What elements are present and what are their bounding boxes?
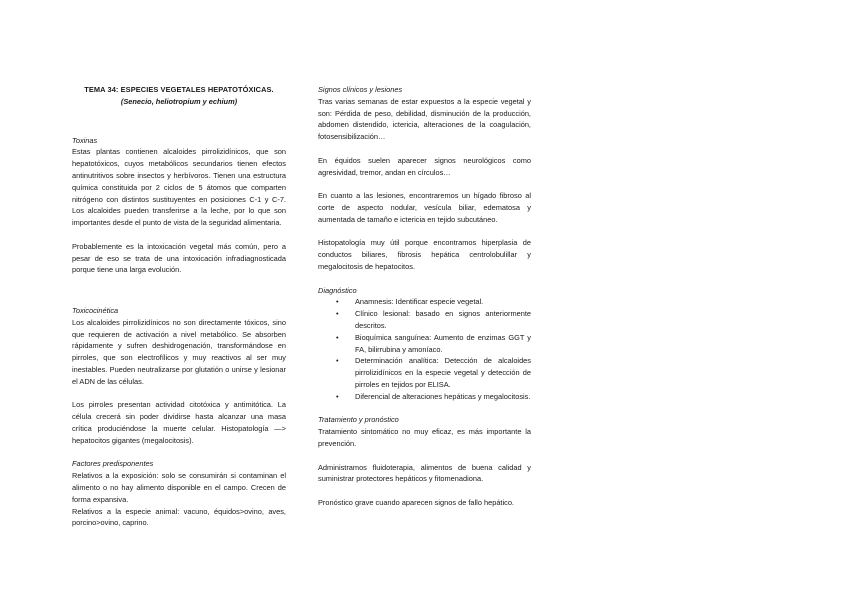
section-heading-toxinas: Toxinas	[72, 135, 98, 145]
section-heading-tratamiento: Tratamiento y pronóstico	[318, 415, 399, 425]
right-column	[318, 84, 531, 509]
paragraph: Tras varias semanas de estar expuestos a la especie vegetal y son: Pérdida de peso, debilidad, disminución de la producción, abdomen distendido, ictericia, alteraciones de la coagulación, fotosensibilización…	[318, 96, 531, 142]
list-item: • Clínico lesional: basado en signos anteriormente descritos.	[355, 308, 531, 332]
section-heading-factores: Factores predisponentes	[72, 459, 154, 469]
paragraph: Relativos a la especie animal: vacuno, équidos>ovino, aves, porcino>ovino, caprino.	[72, 506, 286, 528]
document-subtitle: (Senecio, heliotropium y echium)	[120, 96, 238, 106]
document-title: TEMA 34: ESPECIES VEGETALES HEPATOTÓXICAS.	[84, 85, 274, 94]
paragraph: Pronóstico grave cuando aparecen signos de fallo hepático.	[318, 497, 514, 507]
paragraph: Tratamiento sintomático no muy eficaz, es más importante la prevención.	[318, 427, 531, 448]
left-column	[72, 84, 286, 529]
title-block	[72, 84, 286, 108]
section-heading-toxicocinetica: Toxicocinética	[72, 305, 119, 315]
list-item: • Bioquímica sanguínea: Aumento de enzimas GGT y FA, bilirrubina y amoníaco.	[355, 332, 531, 356]
section-heading-diagnostico: Diagnóstico	[318, 285, 357, 295]
paragraph: Los alcaloides pirrolizidínicos no son directamente tóxicos, sino que requieren de activación a nivel metabólico. Se absorben rápidamente y sufren deshidrogenación, transformándose en pirroles, que son electrofílicos y muy reactivos al ser muy inestables. Pueden neutralizarse por glutatión o unirse y lesionar el ADN de las células.	[72, 317, 286, 386]
paragraph: Estas plantas contienen alcaloides pirrolizidínicos, que son hepatotóxicos, cuyos metabólicos secundarios tienen efectos antinutritivos sobre insectos y herbívoros. Tienen una estructura química constituida por 2 ciclos de 5 átomos que comparten nitrógeno con distintos sustituyentes en posiciones C-1 y C-7. Los alcaloides pueden transferirse a la leche, por lo que son importantes desde el punto de vista de la seguridad alimentaria.	[72, 147, 286, 228]
list-item: • Diferencial de alteraciones hepáticas y megalocitosis.	[355, 391, 531, 403]
list-item: • Determinación analítica: Detección de alcaloides pirrolizidínicos en la especie vegetal y detección de pirroles en tejidos por ELISA.	[355, 355, 531, 390]
paragraph: Relativos a la exposición: solo se consumirán si contaminan el alimento o no hay alimento disponible en el campo. Crecen de forma expansiva.	[72, 471, 286, 504]
paragraph: Administramos fluidoterapia, alimentos de buena calidad y suministrar protectores hepáticos y fitomenadiona.	[318, 462, 531, 484]
diagnostico-list	[318, 296, 531, 402]
list-item: • Anamnesis: Identificar especie vegetal.	[355, 296, 531, 308]
paragraph: Probablemente es la intoxicación vegetal más común, pero a pesar de eso se trata de una intoxicación infradiagnosticada porque tiene una larga evolución.	[72, 241, 286, 275]
paragraph: En cuanto a las lesiones, encontraremos un hígado fibroso al corte de aspecto nodular, vesícula biliar, edematosa y aumentada de tamaño e ictericia en tejido subcutáneo.	[318, 191, 531, 224]
paragraph: Los pirroles presentan actividad citotóxica y antimitótica. La célula crecerá sin poder dividirse hasta alcanzar una masa crítica produciéndose la muerte celular. Histopatología —> hepatocitos gigantes (megalocitosis).	[72, 400, 286, 445]
section-heading-signos: Signos clínicos y lesiones	[318, 85, 403, 94]
paragraph: En équidos suelen aparecer signos neurológicos como agresividad, tremor, andan en círculos…	[318, 155, 531, 177]
paragraph: Histopatología muy útil porque encontramos hiperplasia de conductos biliares, fibrosis hepática centrolobulillar y megalocitosis de hepatocitos.	[318, 238, 531, 271]
